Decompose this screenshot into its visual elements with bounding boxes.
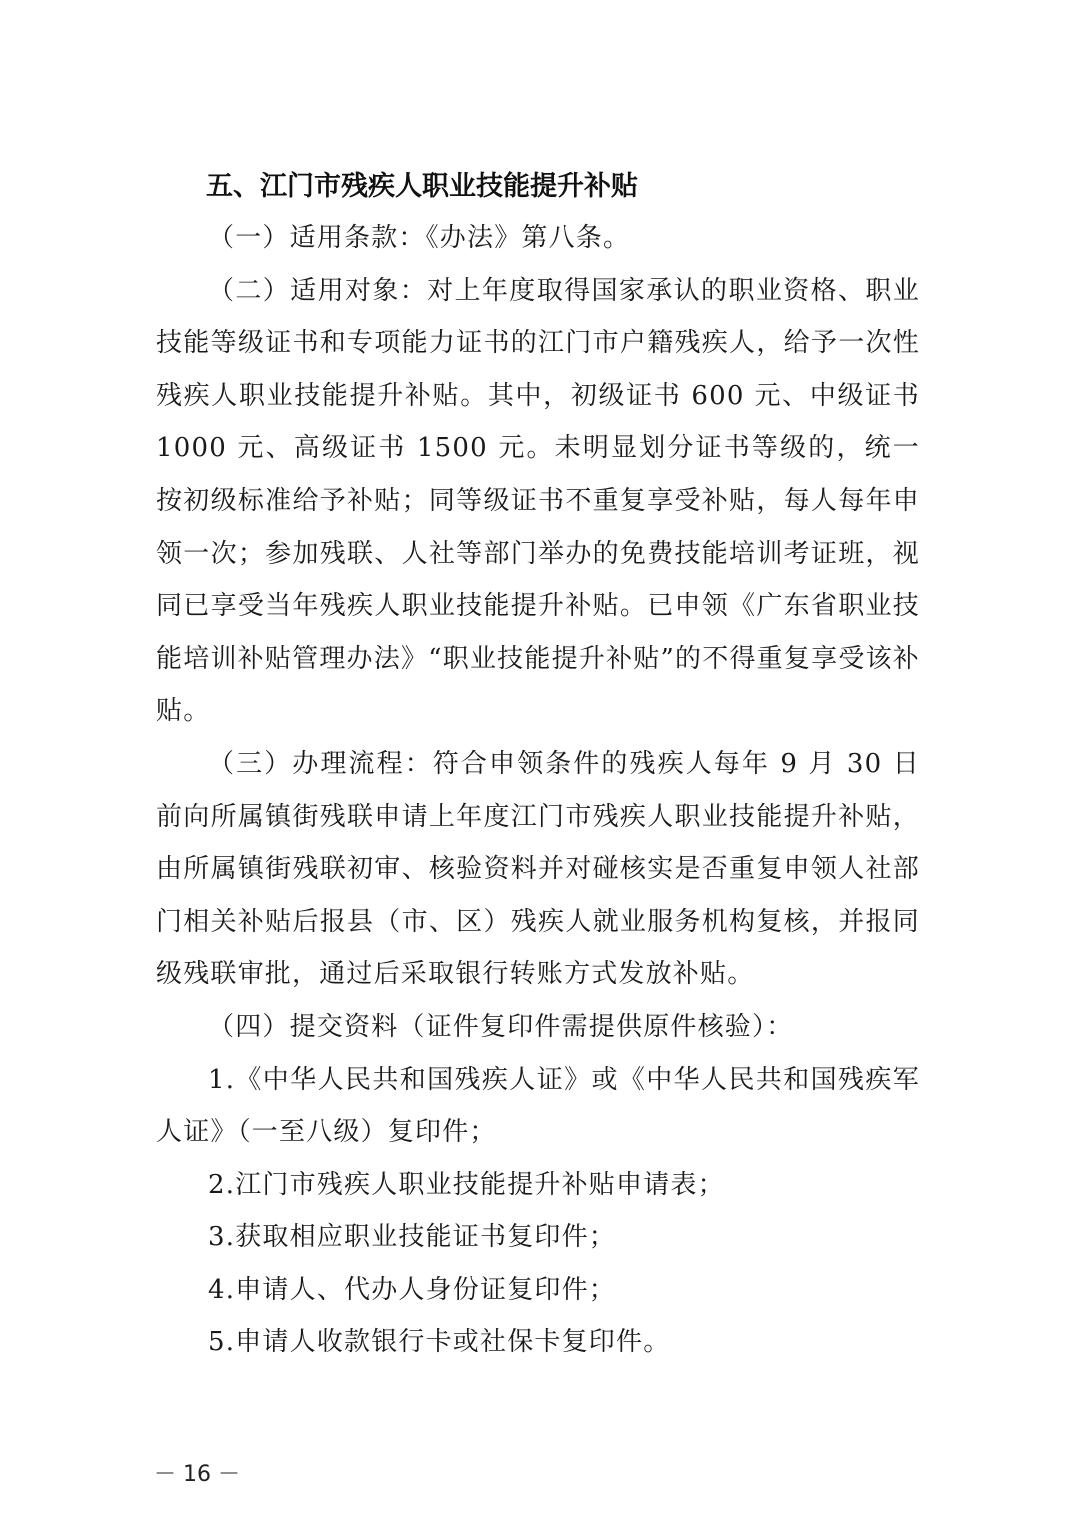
paragraph-procedure: （三）办理流程：符合申领条件的残疾人每年 9 月 30 日前向所属镇街残联申请上年度江门市残疾人职业技能提升补贴，由所属镇街残联初审、核验资料并对碰核实是否重复申领人社部门相关补贴后报县（市、区）残疾人就业服务机构复核，并报同级残联审批，通过后采取银行转账方式发放补贴。 [156,748,920,990]
paragraph-materials-intro: （四）提交资料（证件复印件需提供原件核验）： [208,1011,794,1042]
list-item-material-1: 1.《中华人民共和国残疾人证》或《中华人民共和国残疾军人证》（一至八级）复印件； [156,1064,920,1148]
list-item-material-3: 3.获取相应职业技能证书复印件； [208,1222,617,1253]
page-number: － 16 － [154,1462,240,1487]
list-item-material-2: 2.江门市残疾人职业技能提升补贴申请表； [208,1169,725,1200]
list-item-material-5: 5.申请人收款银行卡或社保卡复印件。 [208,1327,671,1358]
section-heading: 五、江门市残疾人职业技能提升补贴 [206,171,638,202]
list-item-material-4: 4.申请人、代办人身份证复印件； [208,1274,617,1305]
paragraph-applicable-target: （二）适用对象：对上年度取得国家承认的职业资格、职业技能等级证书和专项能力证书的江门市户籍残疾人，给予一次性残疾人职业技能提升补贴。其中，初级证书 600 元、中级证书 1000 元、高级证书 1500 元。未明显划分证书等级的，统一按初级标准给予补贴；同等级证书不重复享受补贴，每人每年申领一次；参加残联、人社等部门举办的免费技能培训考证班，视同已享受当年残疾人职业技能提升补贴。已申领《广东省职业技能培训补贴管理办法》“职业技能提升补贴”的不得重复享受该补贴。 [156,275,920,727]
paragraph-applicable-clause: （一）适用条款：《办法》第八条。 [208,223,631,253]
document-body [156,162,920,1369]
